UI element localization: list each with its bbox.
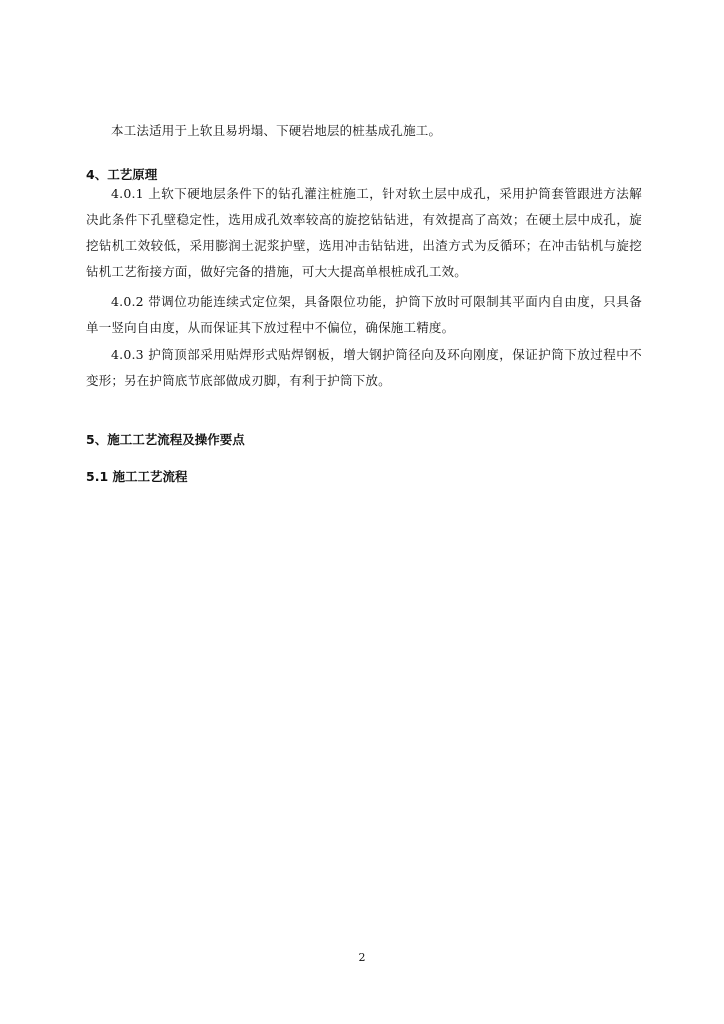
section-5-heading: 5、施工工艺流程及操作要点 (86, 432, 245, 447)
paragraph-4-0-2: 4.0.2 带调位功能连续式定位架，具备限位功能，护筒下放时可限制其平面内自由度，只具备单一竖向自由度，从而保证其下放过程中不偏位，确保施工精度。 (86, 294, 642, 335)
paragraph-4-0-3: 4.0.3 护筒顶部采用贴焊形式贴焊钢板，增大钢护筒径向及环向刚度，保证护筒下放过程中不变形；另在护筒底节底部做成刃脚，有利于护筒下放。 (86, 347, 642, 388)
intro-paragraph: 本工法适用于上软且易坍塌、下硬岩地层的桩基成孔施工。 (111, 123, 442, 138)
section-5-1-heading: 5.1 施工工艺流程 (86, 469, 188, 484)
paragraph-4-0-1: 4.0.1 上软下硬地层条件下的钻孔灌注桩施工，针对软土层中成孔，采用护筒套管跟进方法解决此条件下孔壁稳定性，选用成孔效率较高的旋挖钻钻进，有效提高了高效；在硬土层中成孔，旋挖钻机工效较低，采用膨润土泥浆护壁，选用冲击钻钻进，出渣方式为反循环；在冲击钻机与旋挖钻机工艺衔接方面，做好完备的措施，可大大提高单根桩成孔工效。 (86, 186, 642, 279)
page-number: 2 (358, 951, 366, 964)
section-4-heading: 4、工艺原理 (86, 167, 158, 182)
